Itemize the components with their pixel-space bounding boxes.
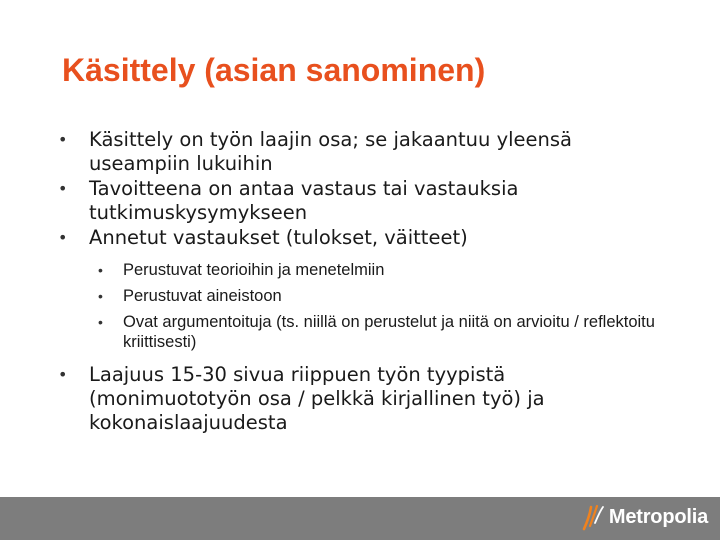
bullet-icon: • bbox=[58, 365, 68, 384]
sub-bullet-item bbox=[98, 286, 658, 306]
metropolia-logo bbox=[579, 502, 708, 532]
bullet-item bbox=[58, 226, 658, 250]
bullet-icon: • bbox=[58, 228, 68, 247]
footer-bar bbox=[0, 497, 720, 540]
logo-text: Metropolia bbox=[608, 505, 708, 528]
bullet-item bbox=[58, 128, 658, 176]
sub-bullet-item bbox=[98, 312, 658, 352]
sub-bullet-text: Perustuvat aineistoon bbox=[123, 287, 282, 305]
bullet-icon: • bbox=[58, 130, 68, 149]
sub-bullet-text: Ovat argumentoituja (ts. niillä on perustelut ja niitä on arvioitu / reflektoitu kriittisesti) bbox=[123, 313, 655, 351]
sub-bullet-icon: • bbox=[98, 314, 103, 330]
sub-bullet-icon: • bbox=[98, 288, 103, 304]
sub-bullet-list bbox=[98, 260, 658, 352]
sub-bullet-item bbox=[98, 260, 658, 280]
bullet-icon: • bbox=[58, 179, 68, 198]
metropolia-logo-mark-icon bbox=[579, 502, 607, 532]
bullet-list bbox=[58, 128, 658, 435]
bullet-text: Annetut vastaukset (tulokset, väitteet) bbox=[89, 226, 468, 249]
sub-bullet-text: Perustuvat teorioihin ja menetelmiin bbox=[123, 261, 385, 279]
bullet-item bbox=[58, 363, 658, 435]
bullet-text: Tavoitteena on antaa vastaus tai vastauksia tutkimuskysymykseen bbox=[89, 177, 519, 224]
bullet-text: Laajuus 15-30 sivua riippuen työn tyypistä (monimuototyön osa / pelkkä kirjallinen työ) ja kokonaislaajuudesta bbox=[89, 363, 545, 434]
slide-title: Käsittely (asian sanominen) bbox=[62, 52, 486, 88]
bullet-item bbox=[58, 177, 658, 225]
sub-bullet-icon: • bbox=[98, 262, 103, 278]
bullet-text: Käsittely on työn laajin osa; se jakaantuu yleensä useampiin lukuihin bbox=[89, 128, 573, 175]
